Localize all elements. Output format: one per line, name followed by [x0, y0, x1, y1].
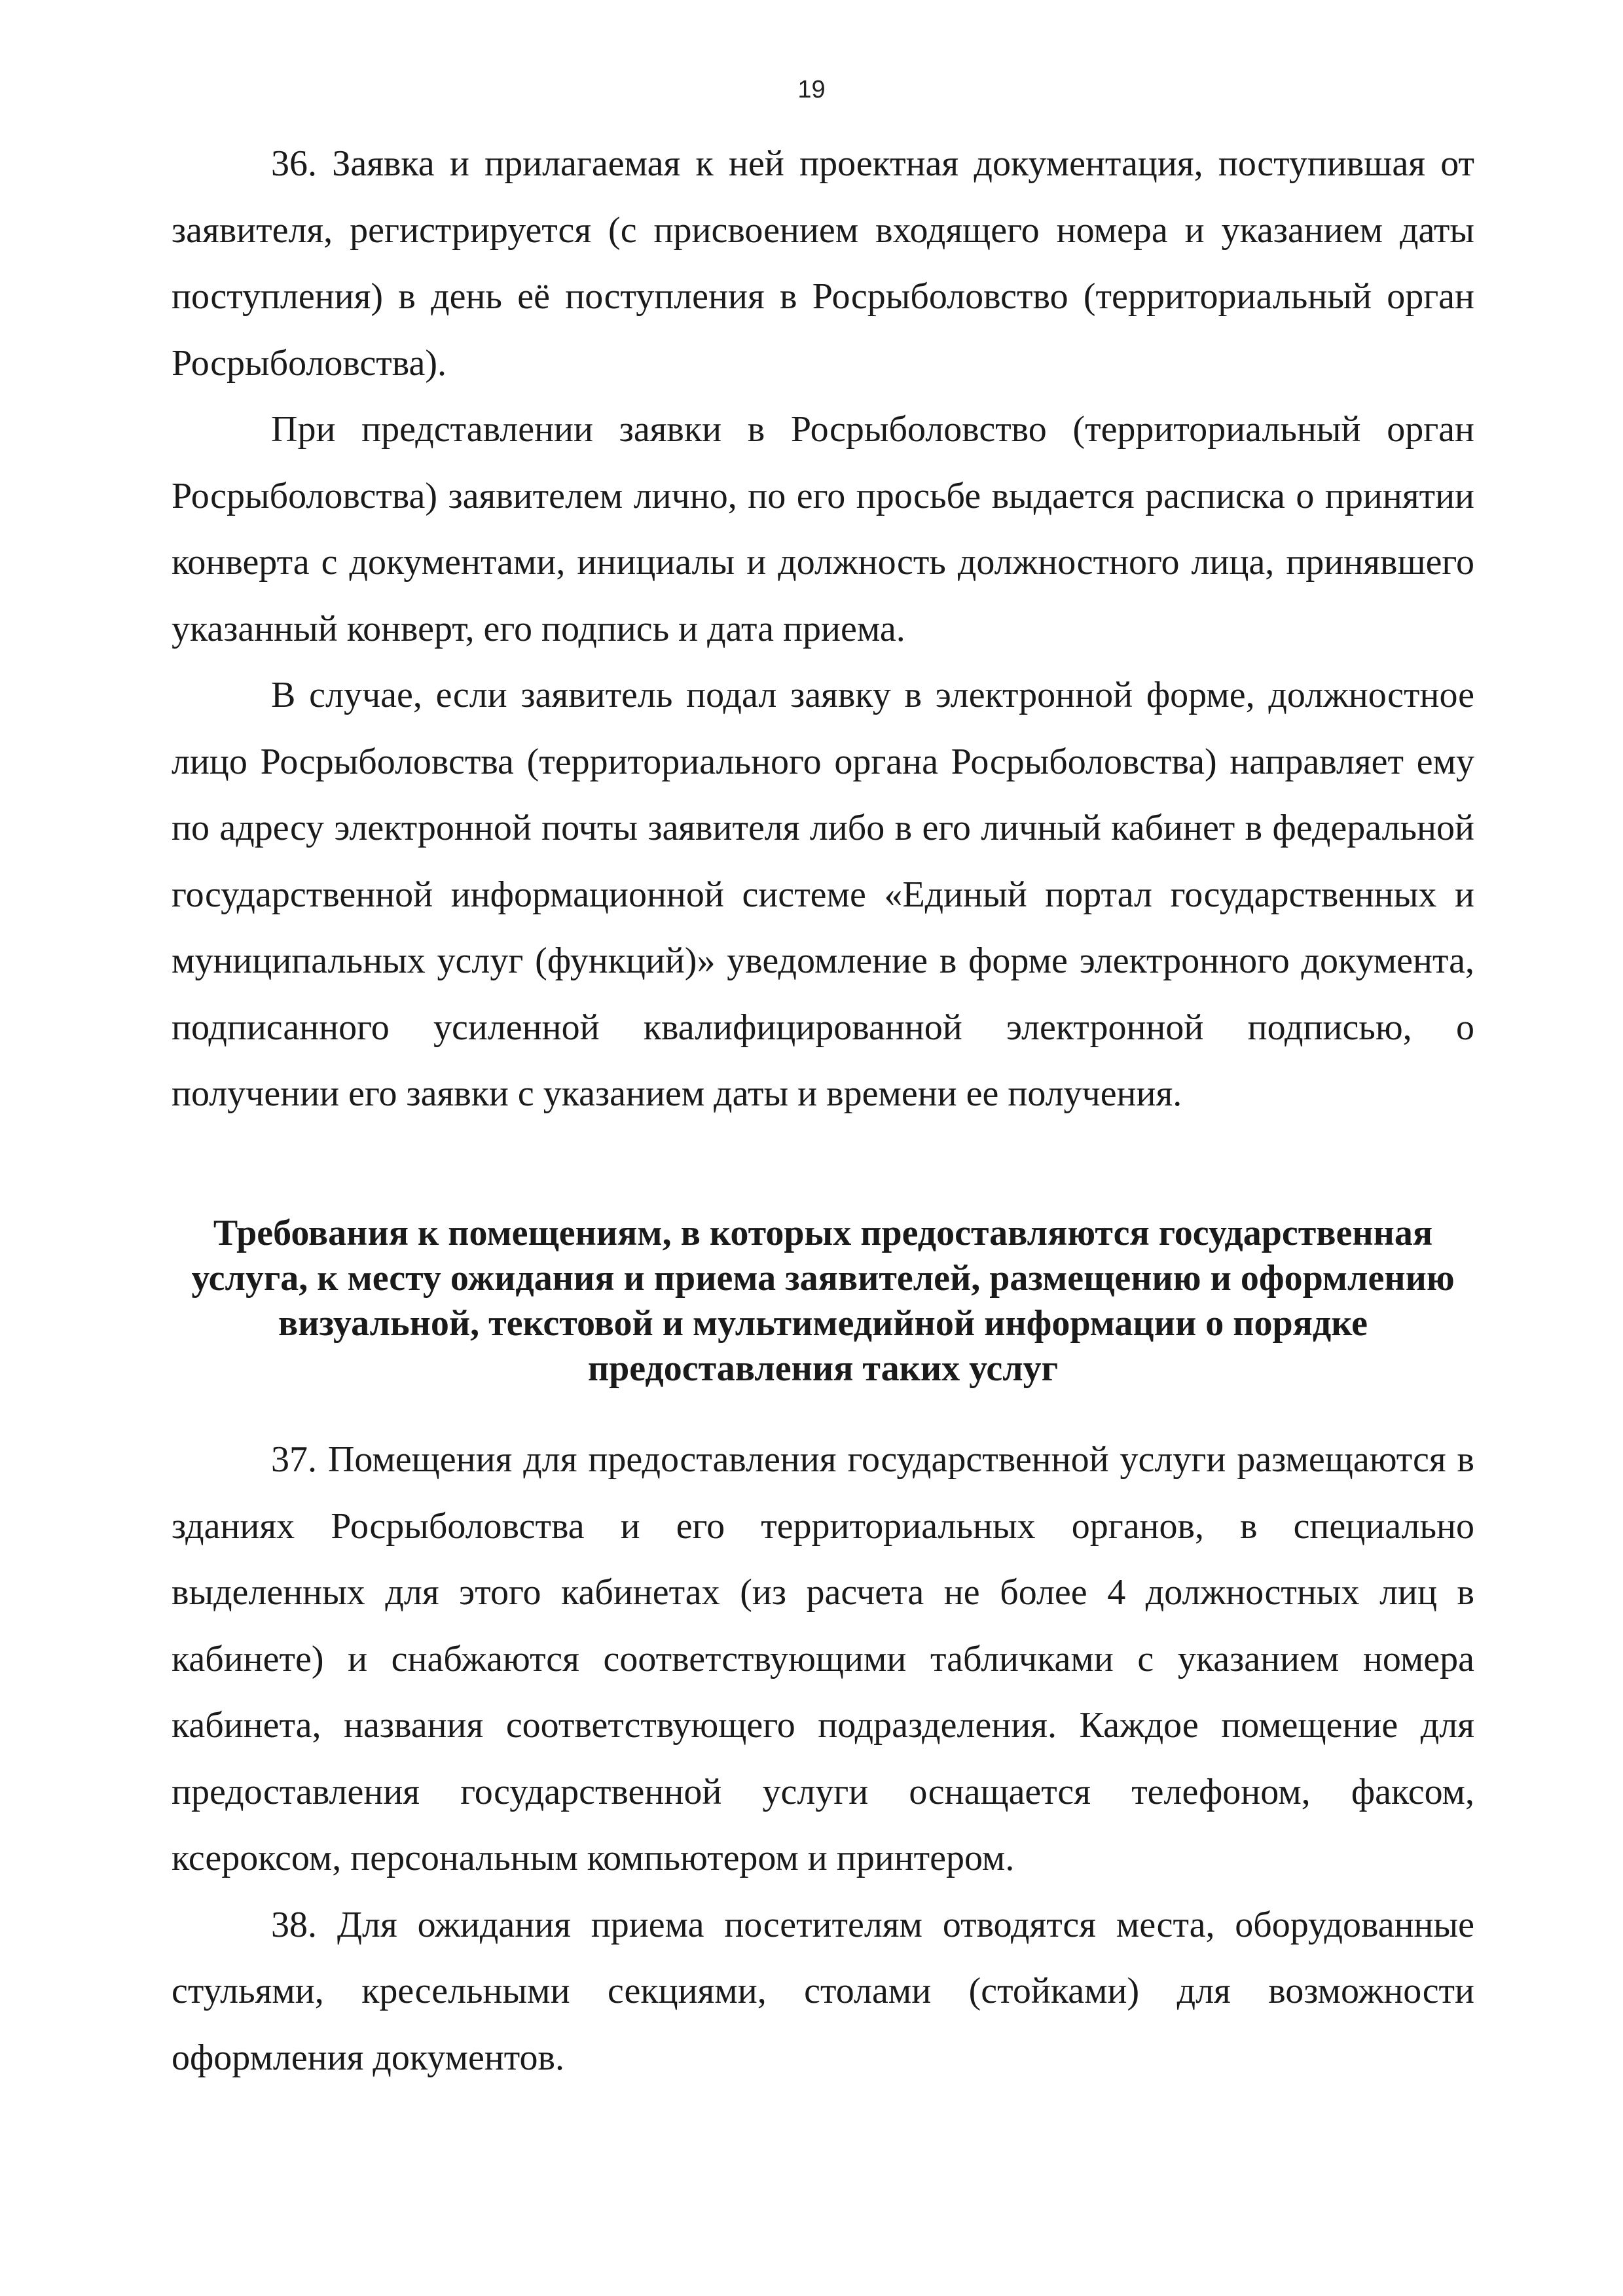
page-number: 19: [797, 76, 826, 103]
paragraph-36-electronic-submission: В случае, если заявитель подал заявку в электронной форме, должностное лицо Росрыболовства (территориального органа Росрыболовства) направляет ему по адресу электронной почты заявителя либо в его личный кабинет в федеральной государственной информационной системе «Единый портал государственных и муниципальных услуг (функций)» уведомление в форме электронного документа, подписанного усиленной квалифицированной электронной подписью, о получении его заявки с указанием даты и времени ее получения.: [172, 675, 1474, 1114]
paragraph-36-personal-submission: При представлении заявки в Росрыболовство (территориальный орган Росрыболовства) заявителем лично, по его просьбе выдается расписка о принятии конверта с документами, инициалы и должность должностного лица, принявшего указанный конверт, его подпись и дата приема.: [172, 409, 1474, 649]
section-heading: Требования к помещениям, в которых предоставляются государственная услуга, к месту ожидания и приема заявителей, размещению и оформлению визуальной, текстовой и мультимедийной информации о порядке предоставления таких услуг: [191, 1213, 1455, 1389]
paragraph-36: 36. Заявка и прилагаемая к ней проектная документация, поступившая от заявителя, регистрируется (с присвоением входящего номера и указанием даты поступления) в день её поступления в Росрыболовство (территориальный орган Росрыболовства).: [172, 143, 1474, 384]
paragraph-38: 38. Для ожидания приема посетителям отводятся места, оборудованные стульями, кресельными секциями, столами (стойками) для возможности оформления документов.: [172, 1904, 1474, 2078]
paragraph-37: 37. Помещения для предоставления государственной услуги размещаются в зданиях Росрыболовства и его территориальных органов, в специально выделенных для этого кабинетах (из расчета не более 4 должностных лиц в кабинете) и снабжаются соответствующими табличками с указанием номера кабинета, названия соответствующего подразделения. Каждое помещение для предоставления государственной услуги оснащается телефоном, факсом, ксероксом, персональным компьютером и принтером.: [172, 1439, 1474, 1878]
body-text-top: [172, 131, 1474, 1128]
body-text-bottom: [172, 1427, 1474, 2091]
